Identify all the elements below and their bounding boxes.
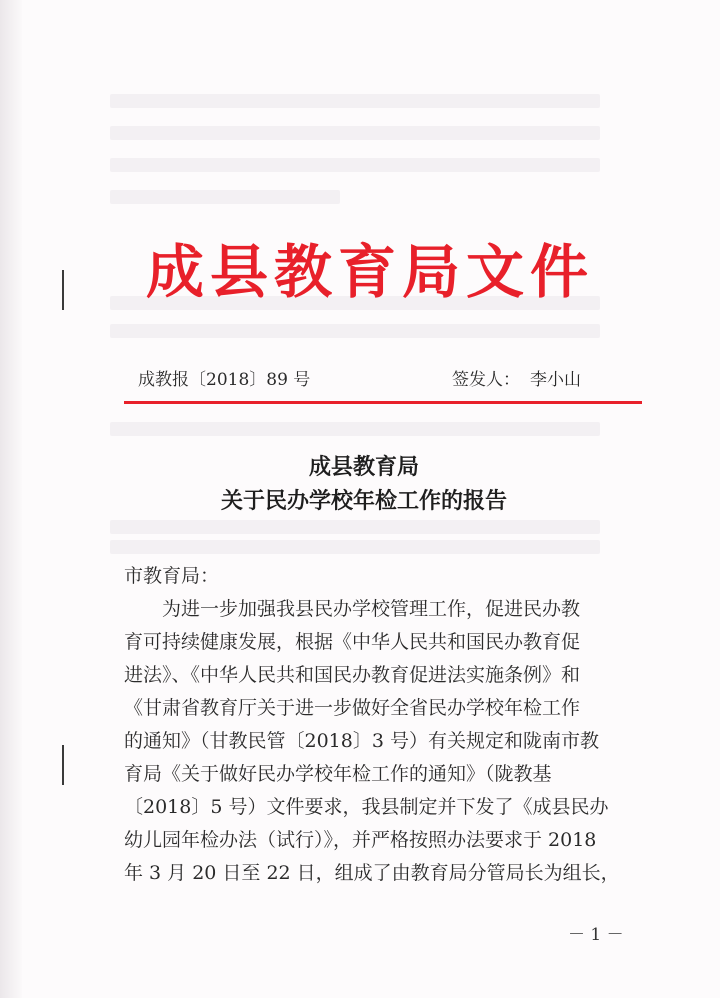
body-line: 进法》、《中华人民共和国民办教育促进法实施条例》和 (124, 664, 581, 686)
report-title-line1: 成县教育局 (308, 454, 419, 480)
page-number: － 1 － (568, 925, 624, 945)
document-number: 成教报〔2018〕89 号 (138, 370, 311, 390)
bleed-through-line (110, 540, 600, 554)
document-header-title: 成县教育局文件 (145, 238, 594, 306)
body-line: 《甘肃省教育厅关于进一步做好全省民办学校年检工作 (124, 697, 581, 719)
bleed-through-line (110, 324, 600, 338)
binding-mark (62, 270, 64, 310)
body-line: 〔2018〕5 号）文件要求，我县制定并下发了《成县民办 (124, 796, 609, 818)
body-line: 为进一步加强我县民办学校管理工作，促进民办教 (124, 598, 581, 620)
bleed-through-line (110, 520, 600, 534)
issuer-name: 李小山 (530, 370, 581, 390)
report-title-line2: 关于民办学校年检工作的报告 (220, 488, 507, 514)
issuer-line (452, 365, 591, 390)
bleed-through-line (110, 190, 340, 204)
body-line: 年 3 月 20 日至 22 日，组成了由教育局分管局长为组长， (124, 862, 620, 884)
body-line: 育可持续健康发展，根据《中华人民共和国民办教育促 (124, 631, 581, 653)
salutation: 市教育局： (124, 565, 220, 587)
issuer-label: 签发人： (452, 370, 520, 390)
red-separator-rule (124, 401, 642, 404)
bleed-through-line (110, 94, 600, 108)
body-line: 的通知》（甘教民管〔2018〕3 号）有关规定和陇南市教 (124, 730, 599, 752)
body-line: 幼儿园年检办法（试行）》，并严格按照办法要求于 2018 (124, 829, 597, 851)
bleed-through-line (110, 422, 600, 436)
page-edge-shadow (0, 0, 22, 998)
body-line: 育局《关于做好民办学校年检工作的通知》（陇教基 (124, 763, 552, 785)
bleed-through-line (110, 158, 600, 172)
bleed-through-line (110, 126, 600, 140)
binding-mark (62, 745, 64, 785)
